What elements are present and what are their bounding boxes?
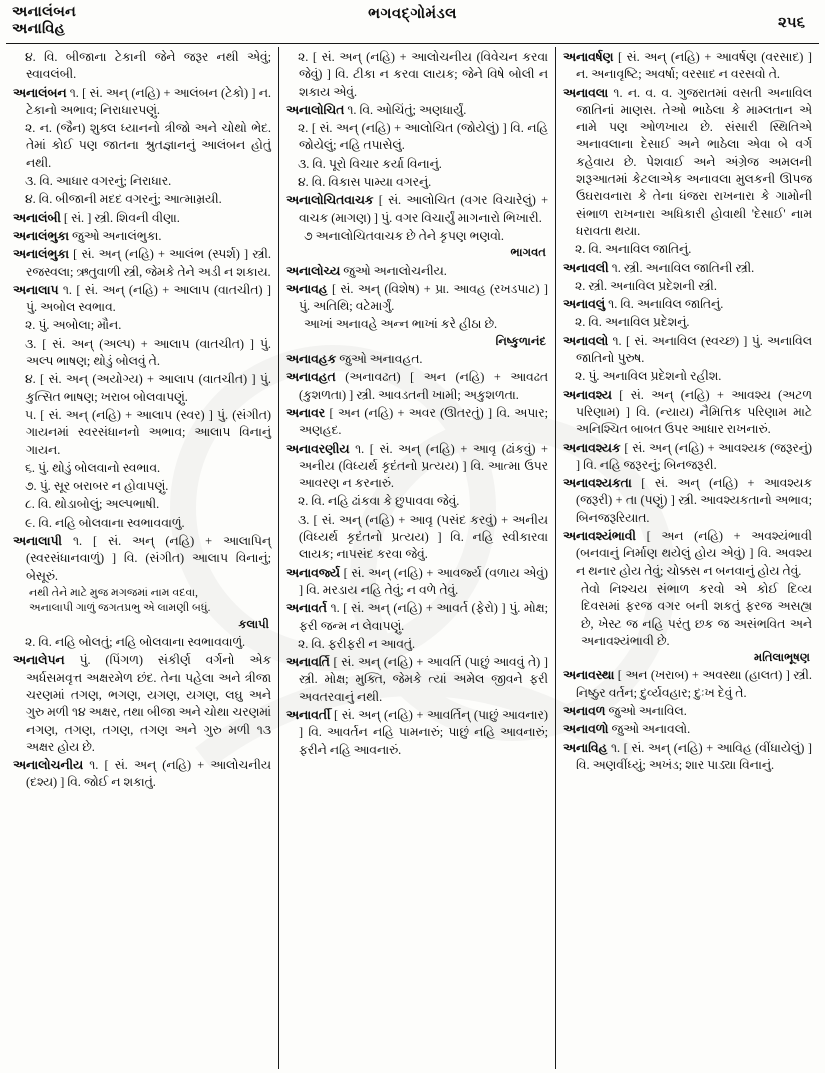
entry-headword[interactable]: અનાલંબન — [13, 85, 67, 100]
sense-text: ૪. વિ. વિકાસ પામ્યા વગરનું. — [298, 175, 432, 190]
sense-text: ૪. વિ. બીજાના ટેકાની જેને જરૂર નથી એવું; સ્વાવલંબી. — [25, 50, 271, 82]
sense-text: ૨. વિ. અનાવિલ જાતિનું. — [575, 242, 692, 257]
sense-text: ૮. વિ. થોડાબોલું; અલ્પભાષી. — [25, 497, 160, 512]
dictionary-entry — [563, 260, 812, 277]
quotation-text: આખાં અનાવહે અન્ન ભાખાં કરે હીઠા છે. — [304, 317, 498, 332]
sense-text: ૯. વિ. નહિ બોલવાના સ્વભાવવાળું. — [25, 515, 185, 530]
entry-body: અનાવિહ ૧. [ સં. અન્ (નહિ) + આવિહ (વીંધાયેલું) ] વિ. અણવીંધ્યું; અખંડ; શાર પાડ્યા વિનાનું. — [563, 740, 812, 772]
dictionary-entry — [563, 721, 812, 738]
entry-sense — [13, 120, 271, 172]
sense-text: ૨. સ્ત્રી. અનાવિલ પ્રદેશની સ્ત્રી. — [575, 278, 717, 293]
entry-body: અનાવલા ૧. ન. વ. વ. ગુજરાતમાં વસતી અનાવિલ જાતિનાં માણસ. તેઓ ભાઠેલા કે મામ્લતાન એ નામે પણ ઓળખાય છે. સંસારી સ્થિતિએ અનાવલાના દેસાઈ અને ભાઠેલા એવા બે વર્ગ કહેવાય છે. પેશવાઈ અને અંગ્રેજ અમલની શરૂઆતમાં કેટલાએક અનાવલા મુલકની ઊપજ ઉઘરાવનારા કે તેના ધંજરા રાખનારા કે ગામોની સંભાળ રાખનારા અધિકારી હોવાથી 'દેસાઈ' નામ ધરાવતા થયા. — [563, 85, 812, 238]
entry-headword[interactable]: અનાવર્ષણ — [563, 50, 614, 64]
sense-text: ૭. પું. સૂર બરાબર ન હોવાપણું. — [25, 479, 169, 494]
entry-headword[interactable]: અનાવર્તિ — [286, 655, 330, 670]
citation-attribution: ભાગવત — [510, 246, 546, 260]
entry-body: અનાલાપ ૧. [ સં. અન્ (નહિ) + આલાપ (વાતચીત) ] પું. અબોલ સ્વભાવ. — [13, 282, 271, 315]
dictionary-entry — [563, 703, 812, 720]
dictionary-entry — [286, 707, 548, 759]
entry-body: અનાવર્તી [ સં. અન્ (નહિ) + આવર્તિન્ (પાછું આવનાર) ] વિ. આવર્તન નહિ પામનારું; પાછું નહિ આવનારું; ફરીને નહિ આવનારું. — [286, 707, 548, 757]
sense-text: ૨. વિ. નહિ ઢાંકવા કે છુપાવવા જેવું. — [298, 494, 460, 509]
entry-body: અનાવરણીય ૧. [ સં. અન્ (નહિ) + આવૃ (ઢાંકવું) + અનીય (વિધ્યર્થ કૃદંતનો પ્રત્યય) ] વિ. આત્મા ઉપર આવરણ ન કરનારું. — [286, 441, 548, 491]
column-3 — [555, 47, 819, 1069]
entry-sense — [563, 368, 812, 385]
dictionary-entry — [13, 533, 271, 585]
dictionary-entry — [563, 296, 812, 313]
sense-text: ૨. વિ. ફરીફરી ન આવતું. — [298, 636, 416, 651]
running-head-left-line2: અનાવિહ — [12, 21, 66, 37]
entry-sense — [286, 174, 548, 191]
dictionary-entry — [13, 210, 271, 227]
verse-lines — [13, 586, 271, 617]
entry-body: અનાવસ્થા [ અન (ખરાબ) + અવસ્થા (હાલત) ] સ્ત્રી. નિષ્ઠુર વર્તન; દુર્વ્યવહાર; દુઃખ દેવું તે. — [563, 668, 812, 700]
illustrative-quotation — [563, 581, 812, 666]
dictionary-entry — [286, 351, 548, 368]
entry-sense — [563, 241, 812, 258]
entry-sense — [13, 173, 271, 190]
entry-sense — [13, 634, 271, 651]
entry-body: અનાવશ્યંભાવી [ અન (નહિ) + અવશ્યંભાવી (બનવાનું નિર્માણ થયેલું હોય એવું) ] વિ. અવશ્ય ન થનાર હોય તેવું; ચોક્કસ ન બનવાનું હોય તેવું. — [563, 529, 812, 578]
dictionary-entry — [286, 102, 548, 119]
entry-body: અનાલોચિત ૧. વિ. ઓચિંતું; અણધાર્યું. — [286, 102, 467, 117]
entry-sense — [286, 156, 548, 173]
entry-headword[interactable]: અનાવળો — [563, 722, 609, 737]
entry-body: અનાવલો ૧. [ સં. અનાવિલ (સ્વચ્છ) ] પું. અનાવિલ જાતિનો પુરુષ. — [563, 333, 812, 366]
verse-quotation — [13, 586, 271, 633]
dictionary-entry — [286, 600, 548, 635]
entry-headword[interactable]: અનાલાપ — [13, 282, 59, 297]
column-1 — [6, 47, 278, 1069]
entry-sense — [286, 493, 548, 510]
entry-body: અનાવહત (અનાવઢત) [ અન (નહિ) + આવઢત (કુશળતા) ] સ્ત્રી. આવડતની ખામી; અકુશળતા. — [286, 370, 548, 402]
dictionary-title: ભગવદ્ગોમંડલ — [368, 6, 457, 22]
entry-headword[interactable]: અનાવળ — [563, 703, 606, 718]
entry-headword[interactable]: અનાલોચનીય — [13, 758, 84, 773]
dictionary-entry — [286, 263, 548, 280]
quotation-text: ૭ અનાલોચિતવાચક છે તેને કૃપણ ભણવો. — [304, 228, 504, 243]
entry-body: અનાવર્ષણ [ સં. અન્ (નહિ) + આવર્ષણ (વરસાદ) ] ન. અનાવૃષ્ટિ; અવર્ષા; વરસાદ ન વરસવો તે. — [563, 50, 812, 82]
entry-sense — [286, 636, 548, 653]
dictionary-entry — [563, 440, 812, 475]
quotation-text: તેવો નિશ્ચય સંભાળ કરવો એ કોઈ દિવ્ય દિવસમાં ફરજ વગર બની શકતું ફરજ અસહ્ય છે, ખેસ્ટ જ નહિ પરંતુ છક જ અસંભવિત અને અનાવશ્યંભાવી છે. — [581, 581, 812, 648]
dictionary-entry — [286, 192, 548, 227]
entry-headword[interactable]: અનાવસ્થા — [563, 668, 615, 683]
dictionary-entry — [13, 282, 271, 317]
dictionary-entry — [563, 528, 812, 580]
entry-headword[interactable]: અનાવર્જ્ય — [286, 565, 340, 580]
entry-headword[interactable]: અનાવર્તી — [286, 707, 331, 722]
entry-sense — [13, 496, 271, 513]
sense-text: ૨. વિ. નહિ બોલતું; નહિ બોલવાના સ્વભાવવાળું. — [25, 635, 246, 650]
entry-body: અનાવશ્ય [ સં. અન્ (નહિ) + આવશ્ય (અટળ પરિણામ) ] વિ. (ન્યાય) નૈમિત્તિક પરિણામ માટે અનિશ્ચિત બાબત ઉપર આધાર રાખનારું. — [563, 387, 812, 437]
entry-headword[interactable]: અનાલોચ્ય — [286, 263, 341, 278]
dictionary-entry — [13, 228, 271, 245]
dictionary-entry — [13, 652, 271, 756]
entry-headword[interactable]: અનાવલી — [563, 260, 609, 275]
entry-headword[interactable]: અનાવહક — [286, 352, 337, 367]
entry-headword[interactable]: અનાવશ્યંભાવી — [563, 529, 636, 544]
entry-body: અનાવર્ત ૧. [ સં. અન્ (નહિ) + આવર્ત (ફેરો) ] પું. મોક્ષ; ફરી જન્મ ન લેવાપણું. — [286, 601, 548, 633]
sense-text: ૪. વિ. બીજાની મદદ વગરનું; આત્મામ્રયી. — [25, 192, 222, 207]
verse-line: નથી તેને માટે મુજ મગજમાં નામ વદવા, — [29, 586, 198, 599]
entry-headword[interactable]: અનાલોચિતવાચક — [286, 193, 374, 208]
sense-text: ૨. પું. અનાવિલ પ્રદેશનો રહીશ. — [575, 369, 722, 384]
entry-headword[interactable]: અનાવહ — [286, 281, 328, 296]
entry-sense — [286, 512, 548, 564]
entry-headword[interactable]: અનાવર્ત — [286, 601, 327, 616]
citation-attribution: મતિલાભૂષણ — [754, 651, 810, 665]
dictionary-entry — [286, 369, 548, 404]
entry-sense — [13, 460, 271, 477]
entry-sense — [13, 191, 271, 208]
entry-body: અનાવળ જુઓ અનાવિલ. — [563, 703, 687, 718]
column-container — [6, 47, 819, 1069]
entry-headword[interactable]: અનાલેપન — [13, 653, 65, 668]
entry-headword[interactable]: અનાલોચિત — [286, 102, 345, 117]
entry-headword[interactable]: અનાવશ્ય — [563, 387, 612, 402]
sense-text: ૬. પું. થોડું બોલવાનો સ્વભાવ. — [25, 460, 161, 475]
entry-sense — [13, 49, 271, 84]
entry-sense — [13, 515, 271, 532]
dictionary-entry — [563, 387, 812, 439]
verse-line: અનાલાપી ગાળું જગતપ્રભુ એ લામણી બધું. — [29, 602, 211, 615]
entry-headword[interactable]: અનાલંબી — [13, 210, 61, 225]
entry-headword[interactable]: અનાવિહ — [563, 740, 608, 755]
entry-headword[interactable]: અનાલાપી — [13, 534, 62, 549]
page-number: ૨૫૬ — [777, 15, 805, 31]
dictionary-entry — [286, 654, 548, 706]
entry-sense — [13, 478, 271, 495]
sense-text: ૨. [ સં. અન્ (નહિ) + આલોચિત (જોયેલું) ] વિ. નહિ જોયેલું; નહિ તપાસેલું. — [298, 121, 548, 153]
entry-body: અનાલેપન પું. (પિંગળ) સંકીર્ણ વર્ગનો એક અર્ધસમવૃત્ત અક્ષરમેળ છંદ. તેના પહેલા અને ત્રીજા ચરણમાં તગણ, ભગણ, યગણ, યગણ, લઘુ અને ગુરુ મળી ૧૪ અક્ષર, તથા બીજા અને ચોથા ચરણમાં નગણ, તગણ, તગણ, તગણ અને ગુરુ મળી ૧૩ અક્ષર હોય છે. — [13, 653, 271, 754]
header-divider-rule — [6, 43, 819, 44]
entry-headword[interactable]: અનાલંભુકા — [13, 228, 69, 243]
sense-text: ૪. [ સં. અન્ (અયોગ્ય) + આલાપ (વાતચીત) ] પું. કુત્સિત ભાષણ; ખરાબ બોલવાપણું. — [25, 372, 271, 404]
entry-headword[interactable]: અનાવલો — [563, 333, 609, 348]
entry-body: અનાવશ્યક [ સં. અન્ (નહિ) + આવશ્યક (જરૂરનું) ] વિ. નહિ જરૂરનું; બિનજરૂરી. — [563, 440, 812, 472]
entry-sense — [286, 49, 548, 101]
dictionary-entry — [286, 281, 548, 316]
entry-headword[interactable]: અનાવલા — [563, 85, 609, 100]
entry-body: અનાવશ્યકતા [ સં. અન્ (નહિ) + આવશ્યક (જરૂરી) + તા (પણું) ] સ્ત્રી. આવશ્યકતાનો અભાવ; બિનજરૂરિયાત. — [563, 476, 812, 525]
dictionary-entry — [563, 333, 812, 368]
entry-body: અનાવહક જુઓ અનાવહત. — [286, 352, 423, 367]
citation-attribution: કલાપી — [238, 617, 269, 631]
entry-headword[interactable]: અનાવલું — [563, 297, 606, 312]
sense-text: ૨. પું. અબોલા; મૌન. — [25, 318, 122, 333]
dictionary-entry — [13, 246, 271, 281]
entry-body: અનાવર્જ્ય [ સં. અન્ (નહિ) + આવર્જ્ય (વળાય એવું) ] વિ. મરડાય નહિ તેવું; ન વળે તેવું. — [286, 565, 548, 597]
entry-body: અનાલંભુકા [ સં. અન્ (નહિ) + આલંભ (સ્પર્શ) ] સ્ત્રી. રજસ્વલા; ઋતુવાળી સ્ત્રી, જેમકે તેને અડી ન શકાય. — [13, 247, 271, 279]
entry-body: અનાવલી ૧. સ્ત્રી. અનાવિલ જાતિની સ્ત્રી. — [563, 260, 755, 275]
illustrative-quotation — [286, 316, 548, 350]
sense-text: ૨. [ સં. અન્ (નહિ) + આલોચનીય (વિવેચન કરવા જેવું) ] વિ. ટીકા ન કરવા લાયક; જેને વિષે બોલી ન શકાય એવું. — [298, 50, 548, 99]
sense-text: ૩. વિ. પૂરો વિચાર કર્યા વિનાનું. — [298, 156, 442, 171]
illustrative-quotation — [286, 228, 548, 262]
entry-body: અનાલોચિતવાચક [ સં. આલોચિત (વગર વિચારેલું) + વાચક (માગણ) ] પું. વગર વિચાર્યું માગનારો ભિખારી. — [286, 193, 548, 225]
sense-text: ૩. વિ. આધાર વગરનું; નિરાધાર. — [25, 174, 172, 189]
entry-body: અનાવલું ૧. વિ. અનાવિલ જાતિનું. — [563, 297, 724, 312]
sense-text: ૩. [ સં. અન્ (અલ્પ) + આલાપ (વાતચીત) ] પું. અલ્પ ભાષણ; થોડું બોલવું તે. — [25, 336, 271, 369]
entry-body: અનાલાપી ૧. [ સં. અન્ (નહિ) + આલાપિન્ (સ્વરસંધાનવાળું) ] વિ. (સંગીત) આલાપ વિનાનું; બેસૂરું. — [13, 534, 271, 583]
entry-sense — [13, 336, 271, 371]
dictionary-entry — [286, 405, 548, 440]
entry-headword[interactable]: અનાવરણીય — [286, 441, 350, 456]
entry-headword[interactable]: અનાવર — [286, 405, 326, 420]
entry-sense — [563, 278, 812, 295]
dictionary-entry — [563, 740, 812, 775]
dictionary-entry — [286, 441, 548, 493]
entry-sense — [13, 407, 271, 459]
page-header — [8, 4, 817, 42]
entry-body: અનાલંબન ૧. [ સં. અન્ (નહિ) + આલંબન (ટેકો) ] ન. ટેકાનો અભાવ; નિરાધારપણું. — [13, 85, 271, 117]
sense-text: ૫. [ સં. અન્ (નહિ) + આલાપ (સ્વર) ] પું. (સંગીત) ગાયનમાં સ્વરસંધાનનો અભાવ; આલાપ વિનાનું ગાયન. — [25, 407, 271, 457]
entry-body: અનાલંભુકા જુઓ અનાલંભુકા. — [13, 228, 162, 243]
entry-headword[interactable]: અનાલંભુકા — [13, 247, 69, 262]
entry-headword[interactable]: અનાવશ્યકતા — [563, 476, 632, 491]
dictionary-entry — [13, 757, 271, 792]
running-head-left-line1: અનાલંબન — [12, 4, 77, 20]
entry-body: અનાલંબી [ સં. ] સ્ત્રી. શિવની વીણા. — [13, 210, 180, 225]
entry-body: અનાવર [ અન (નહિ) + અવર (ઊતરતું) ] વિ. અપાર; અણહદ. — [286, 405, 548, 438]
entry-body: અનાલોચનીય ૧. [ સં. અન્ (નહિ) + આલોચનીય (દશ્ય) ] વિ. જોઈ ન શકાતું. — [13, 758, 271, 790]
entry-headword[interactable]: અનાવશ્યક — [563, 440, 621, 455]
dictionary-entry — [563, 85, 812, 241]
entry-body: અનાવહ [ સં. અન્ (વિશેષ) + પ્રા. આવહ (રખડપાટ) ] પું. અતિથિ; વટેમાર્ગું. — [286, 281, 548, 314]
sense-text: ૨. વિ. અનાવિલ પ્રદેશનું. — [575, 315, 690, 330]
entry-sense — [563, 314, 812, 331]
entry-body: અનાલોચ્ય જુઓ અનાલોચનીય. — [286, 263, 447, 278]
entry-headword[interactable]: અનાવહત — [286, 370, 336, 385]
citation-attribution: નિષ્કુળાનંદ — [495, 334, 546, 348]
sense-text: ૨. ન. (જૈન) શુક્લ ધ્યાનનો ત્રીજો અને ચોથો ભેદ. તેમાં કોઈ પણ જાતના શ્રુતજ્ઞાનનું આલંબન હોતું નથી. — [25, 121, 271, 170]
dictionary-entry — [563, 667, 812, 702]
entry-sense — [13, 317, 271, 334]
dictionary-entry — [13, 85, 271, 120]
entry-sense — [286, 120, 548, 155]
sense-text: ૩. [ સં. અન્ (નહિ) + આવૃ (પસંદ કરવું) + અનીય (વિધ્યર્થ કૃદંતનો પ્રત્યય) ] વિ. નહિ સ્વીકારવા લાયક; નાપસંદ કરવા જેવું. — [298, 512, 548, 562]
dictionary-entry — [563, 475, 812, 527]
entry-sense — [13, 371, 271, 406]
dictionary-entry — [286, 565, 548, 600]
entry-body: અનાવર્તિ [ સં. અન્ (નહિ) + આવર્તિ (પાછું આવવું તે) ] સ્ત્રી. મોક્ષ; મુક્તિ, જેમકે ત્યાં અમેલ જીવને ફરી અવતરવાનું નથી. — [286, 655, 548, 704]
column-2 — [278, 47, 555, 1069]
dictionary-entry — [563, 49, 812, 84]
entry-body: અનાવળો જુઓ અનાવલો. — [563, 722, 691, 737]
